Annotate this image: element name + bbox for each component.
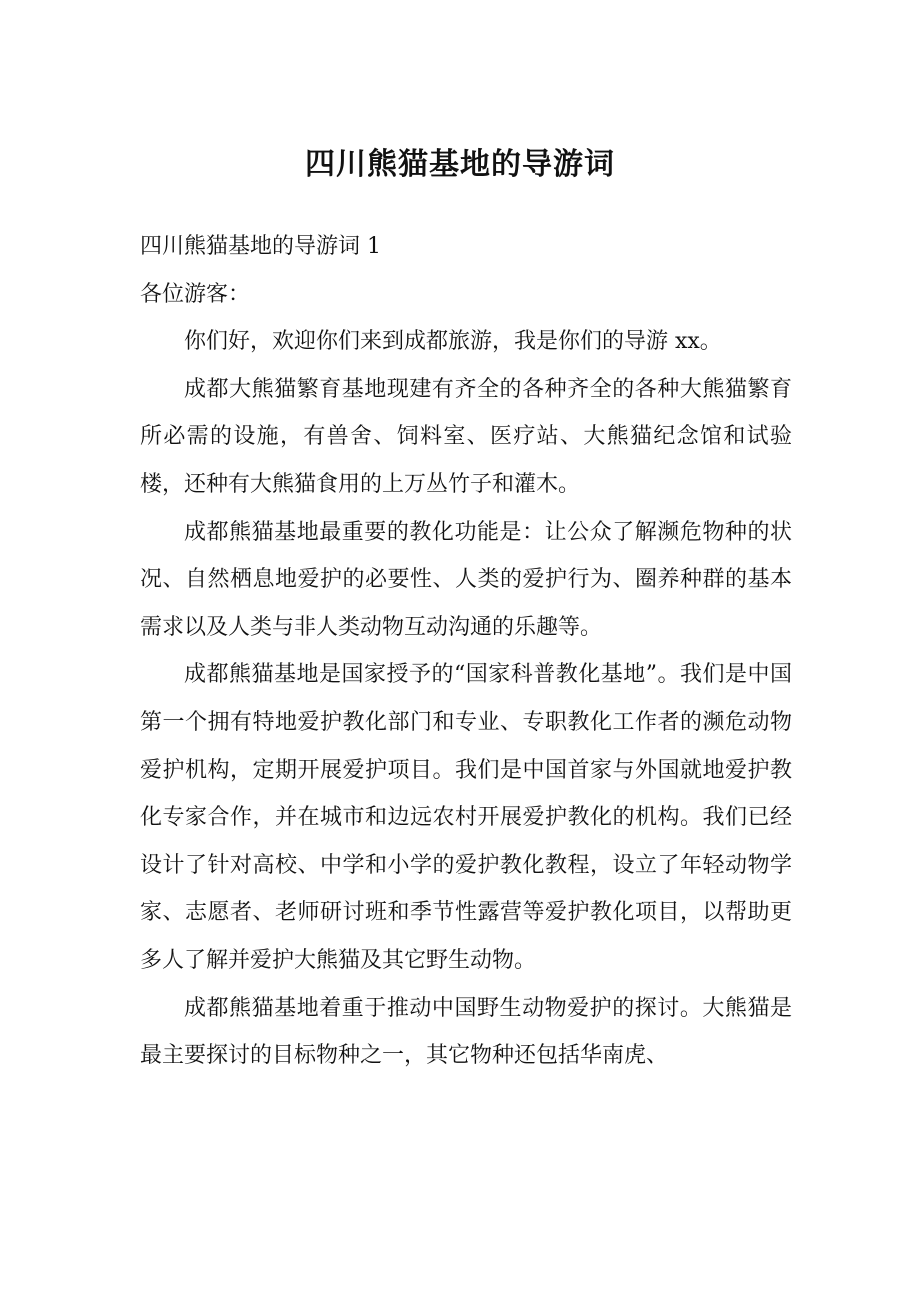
section-heading: 四川熊猫基地的导游词 1 bbox=[140, 234, 381, 259]
document-body bbox=[140, 223, 792, 1080]
paragraph: 成都熊猫基地着重于推动中国野生动物爱护的探讨。大熊猫是最主要探讨的目标物种之一，其它物种还包括华南虎、 bbox=[140, 995, 792, 1069]
paragraph: 你们好，欢迎你们来到成都旅游，我是你们的导游 xx。 bbox=[184, 329, 722, 355]
paragraph: 成都大熊猫繁育基地现建有齐全的各种齐全的各种大熊猫繁育所必需的设施，有兽舍、饲料室、医疗站、大熊猫纪念馆和试验楼，还种有大熊猫食用的上万丛竹子和灌木。 bbox=[140, 376, 792, 497]
paragraph: 成都熊猫基地是国家授予的“国家科普教化基地”。我们是中国第一个拥有特地爱护教化部门和专业、专职教化工作者的濒危动物爱护机构，定期开展爱护项目。我们是中国首家与外国就地爱护教化专家合作，并在城市和边远农村开展爱护教化的机构。我们已经设计了针对高校、中学和小学的爱护教化教程，设立了年轻动物学家、志愿者、老师研讨班和季节性露营等爱护教化项目，以帮助更多人了解并爱护大熊猫及其它野生动物。 bbox=[140, 662, 792, 973]
paragraph: 成都熊猫基地最重要的教化功能是：让公众了解濒危物种的状况、自然栖息地爱护的必要性、人类的爱护行为、圈养种群的基本需求以及人类与非人类动物互动沟通的乐趣等。 bbox=[140, 519, 792, 640]
document-title: 四川熊猫基地的导游词 bbox=[305, 147, 615, 182]
greeting: 各位游客： bbox=[140, 281, 251, 307]
